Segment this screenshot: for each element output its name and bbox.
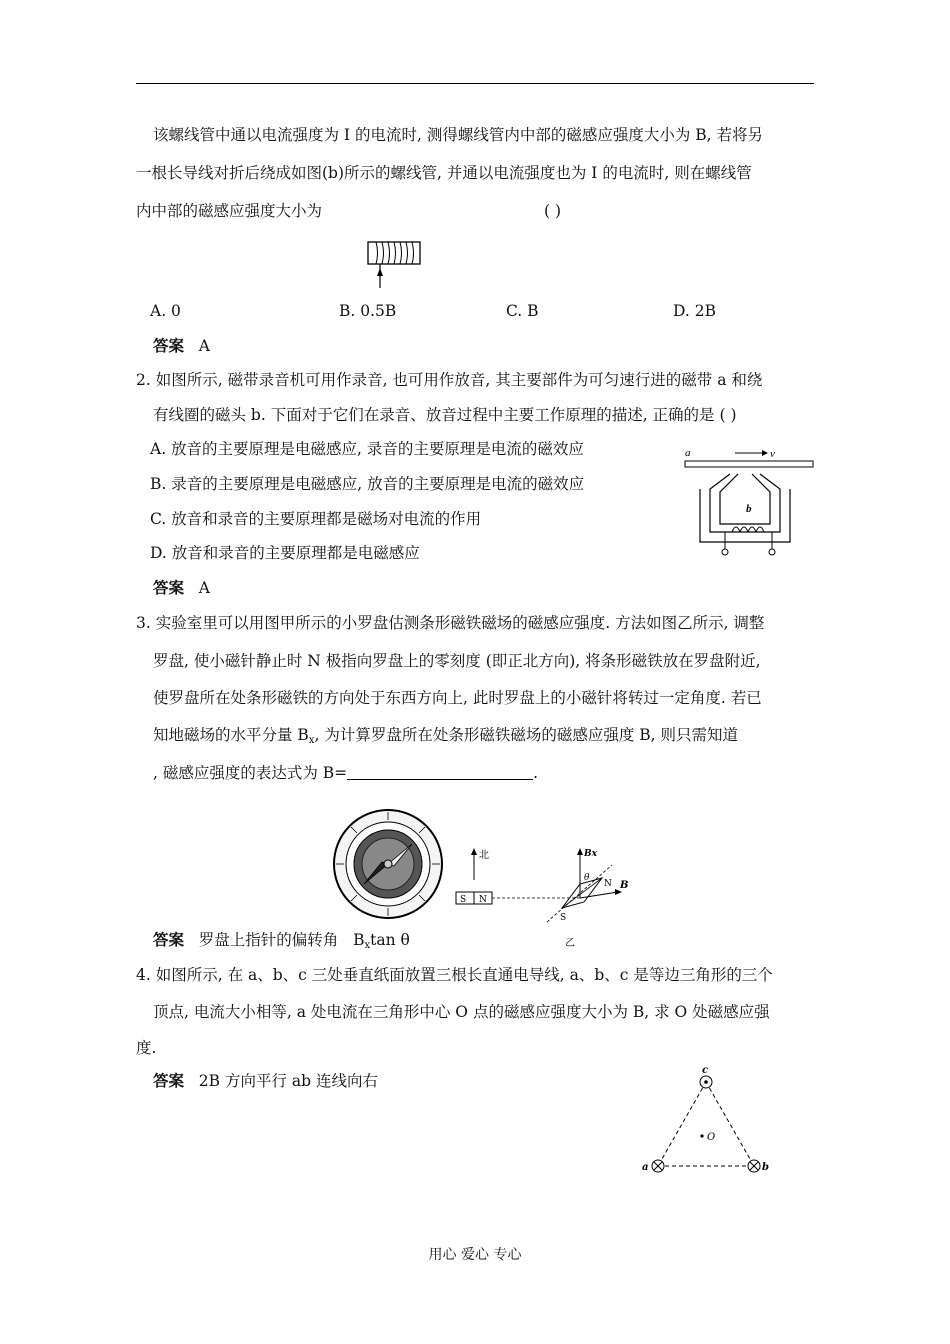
q4-answer bbox=[153, 1070, 378, 1092]
fig-n2-label: N bbox=[604, 879, 612, 889]
q2-answer bbox=[153, 577, 210, 599]
q1-answer bbox=[153, 335, 210, 357]
answer-blank bbox=[347, 764, 533, 780]
fig-n-label: N bbox=[479, 895, 487, 905]
q2-option-b: B. 录音的主要原理是电磁感应, 放音的主要原理是电流的磁效应 bbox=[150, 475, 585, 493]
answer-text: 罗盘上指针的偏转角 bbox=[198, 931, 339, 949]
fig-label-v: v bbox=[770, 448, 775, 460]
q3-line4 bbox=[153, 724, 738, 752]
answer-label: 答案 bbox=[153, 578, 185, 597]
compass-diagram-figure bbox=[452, 840, 642, 950]
fig-s2-label: S bbox=[560, 913, 567, 923]
q3-line4-post: , 为计算罗盘所在处条形磁铁磁场的磁感应强度 B, 则只需知道 bbox=[314, 726, 738, 744]
q1-line3: 内中部的磁感应强度大小为 bbox=[136, 202, 323, 220]
q4-line3: 度. bbox=[136, 1039, 157, 1057]
fig-a-label: a bbox=[642, 1162, 649, 1173]
q1-option-a: A. 0 bbox=[150, 302, 181, 320]
answer-value: A bbox=[198, 337, 210, 355]
fig-north-label: 北 bbox=[479, 850, 489, 861]
q3-line4-sub: x bbox=[308, 735, 315, 746]
q1-option-d: D. 2B bbox=[673, 302, 716, 320]
fig-label-a: a bbox=[685, 447, 691, 459]
fig-label-b: b bbox=[746, 503, 752, 515]
q3-line3: 使罗盘所在处条形磁铁的方向处于东西方向上, 此时罗盘上的小磁针将转过一定角度. 若已 bbox=[153, 689, 762, 707]
fig-s-label: S bbox=[460, 895, 467, 905]
q1-line1: 该螺线管中通以电流强度为 I 的电流时, 测得螺线管内中部的磁感应强度大小为 B, 若将另 bbox=[153, 126, 764, 144]
fig-o-label: O bbox=[707, 1132, 716, 1143]
fig-bx-label: Bx bbox=[584, 849, 597, 859]
fig-b-label: b bbox=[762, 1162, 769, 1173]
q3-line4-pre: 知地磁场的水平分量 B bbox=[153, 726, 309, 744]
q4-line1: 4. 如图所示, 在 a、b、c 三处垂直纸面放置三根长直通电导线, a、b、c 是等边三角形的三个 bbox=[136, 966, 773, 984]
answer-value: A bbox=[198, 579, 210, 597]
q2-option-a: A. 放音的主要原理是电磁感应, 录音的主要原理是电流的磁效应 bbox=[150, 440, 584, 458]
q2-option-d: D. 放音和录音的主要原理都是电磁感应 bbox=[150, 544, 420, 562]
fig-caption: 乙 bbox=[565, 938, 575, 949]
q2-line1: 2. 如图所示, 磁带录音机可用作录音, 也可用作放音, 其主要部件为可匀速行进的磁带 a 和绕 bbox=[136, 371, 763, 389]
page-footer: 用心 爱心 专心 bbox=[428, 1247, 522, 1263]
solenoid-figure bbox=[364, 238, 424, 290]
compass-figure bbox=[332, 808, 444, 920]
answer-label: 答案 bbox=[153, 1071, 185, 1090]
q3-line5 bbox=[153, 762, 538, 784]
q4-line2: 顶点, 电流大小相等, a 处电流在三角形中心 O 点的磁感应强度大小为 B, 求 O 处磁感应强 bbox=[153, 1003, 770, 1021]
q3-line5-post: . bbox=[533, 764, 539, 782]
answer-formula-sub: x bbox=[364, 940, 371, 951]
q2-option-c: C. 放音和录音的主要原理都是磁场对电流的作用 bbox=[150, 510, 482, 528]
q1-option-c: C. B bbox=[506, 302, 539, 320]
answer-value: 2B 方向平行 ab 连线向右 bbox=[198, 1072, 378, 1090]
q3-line1: 3. 实验室里可以用图甲所示的小罗盘估测条形磁铁磁场的磁感应强度. 方法如图乙所示, 调整 bbox=[136, 614, 765, 632]
answer-label: 答案 bbox=[153, 336, 185, 355]
q3-line5-pre: , 磁感应强度的表达式为 B= bbox=[153, 764, 348, 782]
q3-answer bbox=[153, 929, 410, 957]
header-rule bbox=[136, 83, 814, 84]
answer-formula-2: tan θ bbox=[370, 931, 410, 949]
fig-b-label: B bbox=[620, 880, 629, 891]
q3-line2: 罗盘, 使小磁针静止时 N 极指向罗盘上的零刻度 (即正北方向), 将条形磁铁放在罗盘附近, bbox=[153, 652, 761, 670]
triangle-figure bbox=[636, 1064, 776, 1180]
q1-paren: ( ) bbox=[544, 202, 562, 220]
fig-c-label: c bbox=[702, 1065, 709, 1076]
answer-label: 答案 bbox=[153, 930, 185, 949]
fig-theta-label: θ bbox=[584, 873, 590, 883]
q1-line2: 一根长导线对折后绕成如图(b)所示的螺线管, 并通以电流强度也为 I 的电流时, 则在螺线管 bbox=[136, 164, 752, 182]
answer-formula: B bbox=[353, 931, 365, 949]
tape-recorder-figure bbox=[680, 444, 820, 559]
q1-option-b: B. 0.5B bbox=[339, 302, 397, 320]
q2-line2: 有线圈的磁头 b. 下面对于它们在录音、放音过程中主要工作原理的描述, 正确的是 ( ) bbox=[153, 406, 737, 424]
